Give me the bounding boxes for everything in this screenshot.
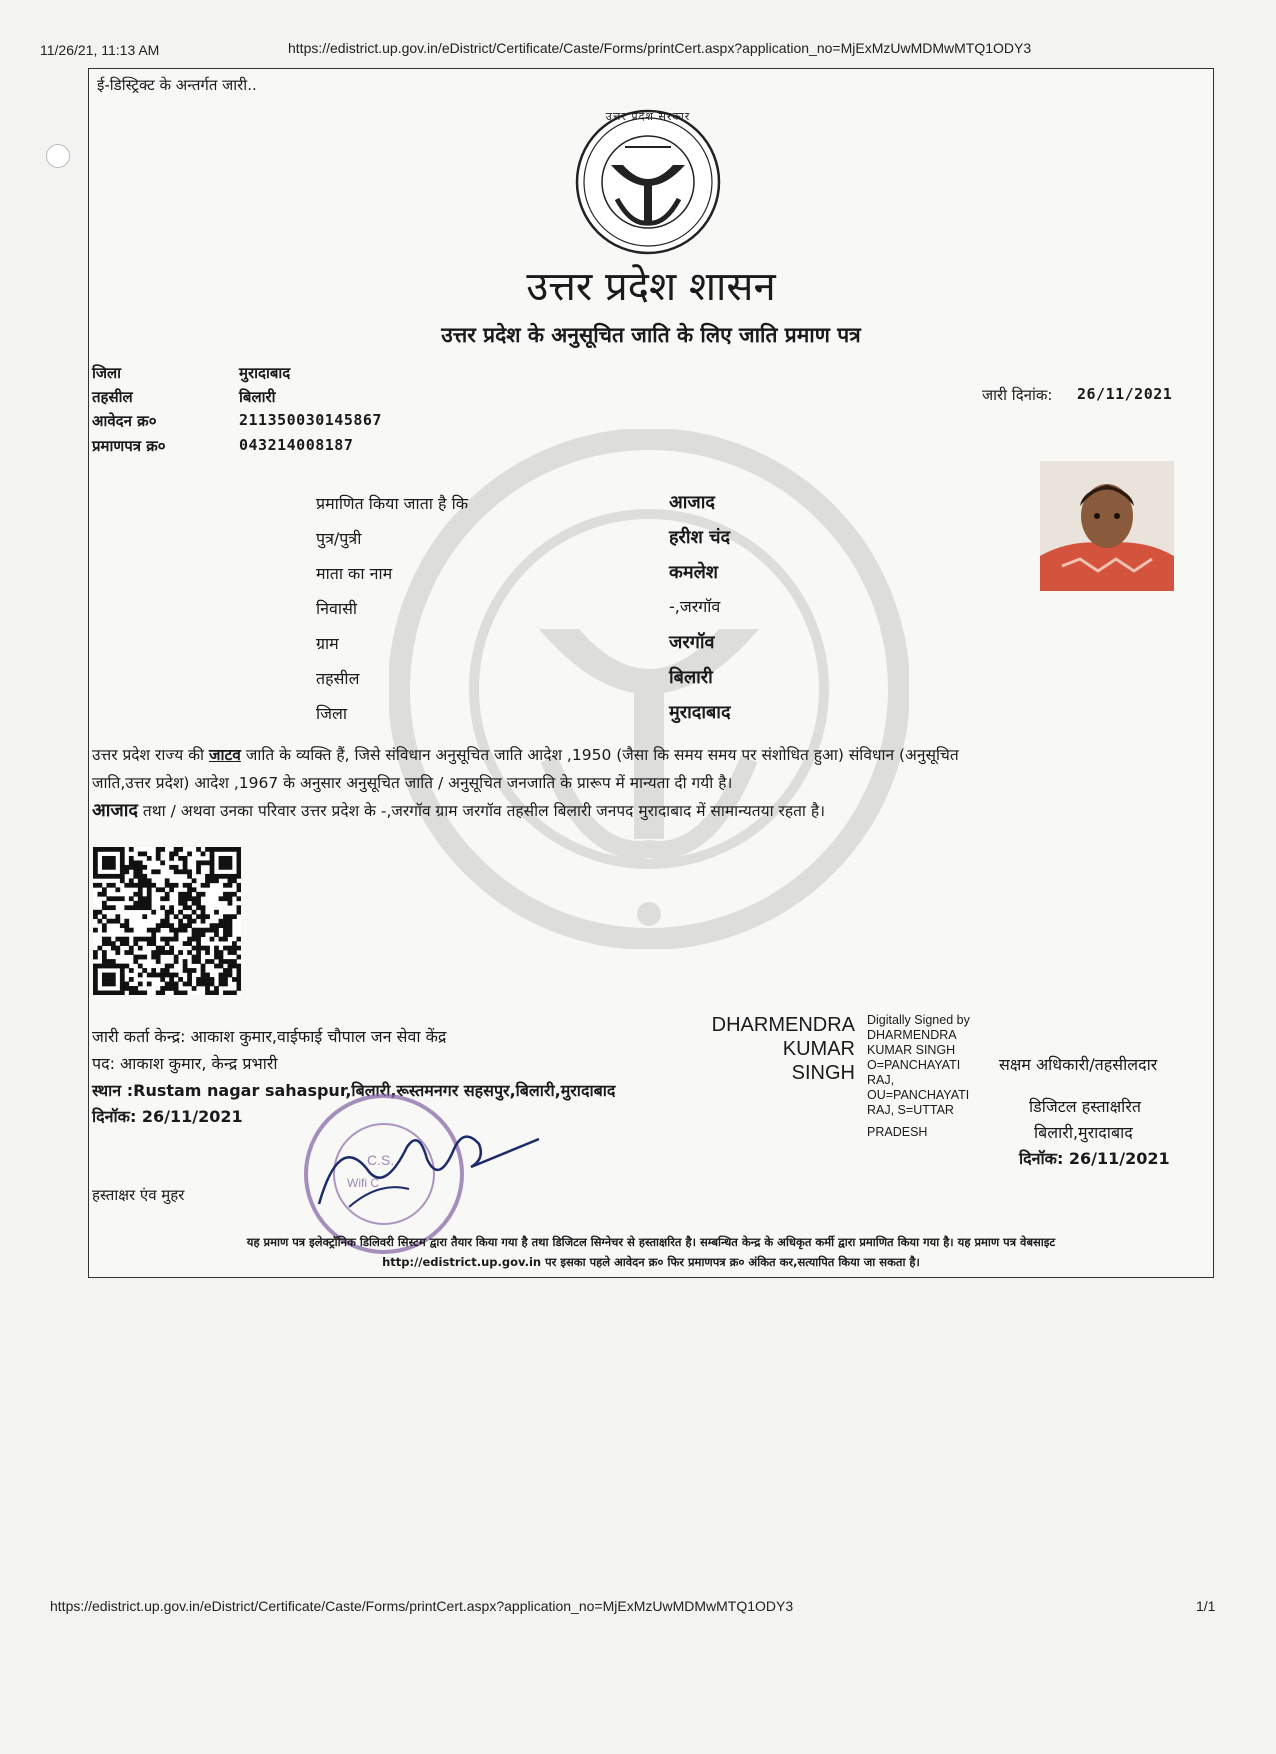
digital-signature-name	[701, 1013, 855, 1085]
field-village-label: ग्राम	[316, 634, 339, 653]
sig-detail: DHARMENDRA	[867, 1028, 957, 1042]
meta-tehsil-label: तहसील	[92, 388, 133, 406]
digital-signature-details	[867, 1013, 970, 1140]
field-tehsil-value: बिलारी	[669, 667, 713, 688]
field-certified-value: आजाद	[669, 492, 715, 513]
residence-rest: तथा / अथवा उनका परिवार उत्तर प्रदेश के -,जरगॉव ग्राम जरगॉव तहसील बिलारी जनपद मुरादाबाद में सामान्यतया रहता है।	[137, 802, 825, 820]
meta-application-value: 211350030145867	[239, 411, 382, 429]
punch-hole	[46, 144, 70, 168]
field-parent-value: हरीश चंद	[669, 527, 731, 548]
meta-application-label: आवेदन क्र०	[92, 412, 157, 430]
page-number: 1/1	[1196, 1598, 1216, 1614]
csc-stamp-and-signature	[249, 1089, 549, 1259]
field-district-label: जिला	[316, 704, 348, 723]
authority-place: बिलारी,मुरादाबाद	[1034, 1123, 1133, 1142]
sig-detail: RAJ,	[867, 1073, 895, 1087]
field-district-value: मुरादाबाद	[669, 702, 731, 723]
holder-name: आजाद	[92, 800, 138, 821]
issuer-post: पद: आकाश कुमार, केन्द्र प्रभारी	[92, 1054, 278, 1073]
verification-note-line2: http://edistrict.up.gov.in पर इसका पहले आवेदन क्र० फिर प्रमाणपत्र क्र० अंकित कर,सत्यापित किया जा सकता है।	[382, 1255, 920, 1269]
applicant-photo	[1040, 461, 1174, 591]
field-parent-label: पुत्र/पुत्री	[316, 529, 362, 548]
authority-date: दिनॉक: 26/11/2021	[1019, 1149, 1170, 1168]
verification-note-line1: यह प्रमाण पत्र इलेक्ट्रॉनिक डिलिवरी सिस्टम द्वारा तैयार किया गया है तथा डिजिटल सिग्नेचर से हस्ताक्षरित है। सम्बन्धित केन्द्र के अधिकृत कर्मी द्वारा प्रमाणित किया गया है। यह प्रमाण पत्र वेबसाइट	[246, 1235, 1056, 1249]
residence-paragraph	[92, 797, 1207, 825]
sig-detail: KUMAR SINGH	[867, 1043, 956, 1057]
svg-text:Wifi C: Wifi C	[347, 1176, 379, 1190]
sig-detail: RAJ, S=UTTAR	[867, 1103, 954, 1117]
field-certified-label: प्रमाणित किया जाता है कि	[316, 494, 469, 513]
meta-certificate-label: प्रमाणपत्र क्र०	[92, 437, 166, 455]
print-datetime: 11/26/21, 11:13 AM	[40, 42, 160, 58]
sig-detail: PRADESH	[867, 1125, 928, 1139]
field-resident-label: निवासी	[316, 599, 358, 618]
issuer-place: स्थान :Rustam nagar sahaspur,बिलारी,रूस्तमनगर सहसपुर,बिलारी,मुरादाबाद	[92, 1081, 616, 1100]
up-govt-emblem	[573, 107, 723, 257]
sig-detail: Digitally Signed by	[867, 1013, 970, 1027]
emblem-text: उत्तर प्रदेश सरकार	[605, 110, 691, 123]
authority-title: सक्षम अधिकारी/तहसीलदार	[999, 1055, 1158, 1074]
para1-rest: जाति के व्यक्ति हैं, जिसे संविधान अनुसूचित जाति आदेश ,1950 (जैसा कि समय समय पर संशोधित हुआ) संविधान (अनुसूचित	[240, 746, 959, 764]
meta-district-value: मुरादाबाद	[239, 364, 291, 382]
certificate-subtitle: उत्तर प्रदेश के अनुसूचित जाति के लिए जाति प्रमाण पत्र	[441, 323, 861, 347]
footer-url: https://edistrict.up.gov.in/eDistrict/Certificate/Caste/Forms/printCert.aspx?application_no=MjExMzUwMDMwMTQ1ODY3	[50, 1598, 794, 1614]
sig-detail: OU=PANCHAYATI	[867, 1088, 970, 1102]
field-resident-value: -,जरगॉव	[669, 597, 721, 616]
para1-start: उत्तर प्रदेश राज्य की	[92, 746, 209, 764]
print-url: https://edistrict.up.gov.in/eDistrict/Certificate/Caste/Forms/printCert.aspx?application_no=MjExMzUwMDMwMTQ1ODY3	[288, 40, 1032, 56]
issued-under: ई-डिस्ट्रिक्ट के अन्तर्गत जारी..	[97, 76, 257, 94]
meta-tehsil-value: बिलारी	[239, 388, 276, 406]
digital-signed-label: डिजिटल हस्ताक्षरित	[1029, 1097, 1141, 1116]
field-mother-label: माता का नाम	[316, 564, 393, 583]
sign-label: हस्ताक्षर एंव मुहर	[92, 1186, 185, 1204]
meta-certificate-value: 043214008187	[239, 436, 354, 454]
svg-text:C.S.: C.S.	[367, 1152, 395, 1168]
issue-date-label: जारी दिनांक:	[982, 386, 1053, 404]
meta-district-label: जिला	[92, 364, 122, 382]
sig-name-line3: SINGH	[791, 1062, 855, 1084]
issuer-date: दिनॉक: 26/11/2021	[92, 1107, 243, 1126]
sig-name-line1: DHARMENDRA	[711, 1014, 855, 1036]
issue-date: 26/11/2021	[1077, 385, 1173, 403]
caste-paragraph-line2: जाति,उत्तर प्रदेश) आदेश ,1967 के अनुसार अनुसूचित जाति / अनुसूचित जनजाति के प्रारूप में मान्यता दी गयी है।	[92, 774, 733, 792]
field-village-value: जरगॉव	[669, 632, 715, 653]
caste-paragraph-line1	[92, 741, 1207, 769]
caste-name: जाटव	[208, 746, 241, 764]
certificate-frame	[88, 68, 1214, 1278]
sig-name-line2: KUMAR	[782, 1038, 855, 1060]
qr-code[interactable]	[93, 847, 241, 995]
field-tehsil-label: तहसील	[316, 669, 360, 688]
field-mother-value: कमलेश	[669, 562, 719, 583]
sig-detail: O=PANCHAYATI	[867, 1058, 961, 1072]
issuer-center: जारी कर्ता केन्द्र: आकाश कुमार,वाईफाई चौपाल जन सेवा केंद्र	[92, 1027, 447, 1046]
certificate-title: उत्तर प्रदेश शासन	[526, 264, 776, 310]
